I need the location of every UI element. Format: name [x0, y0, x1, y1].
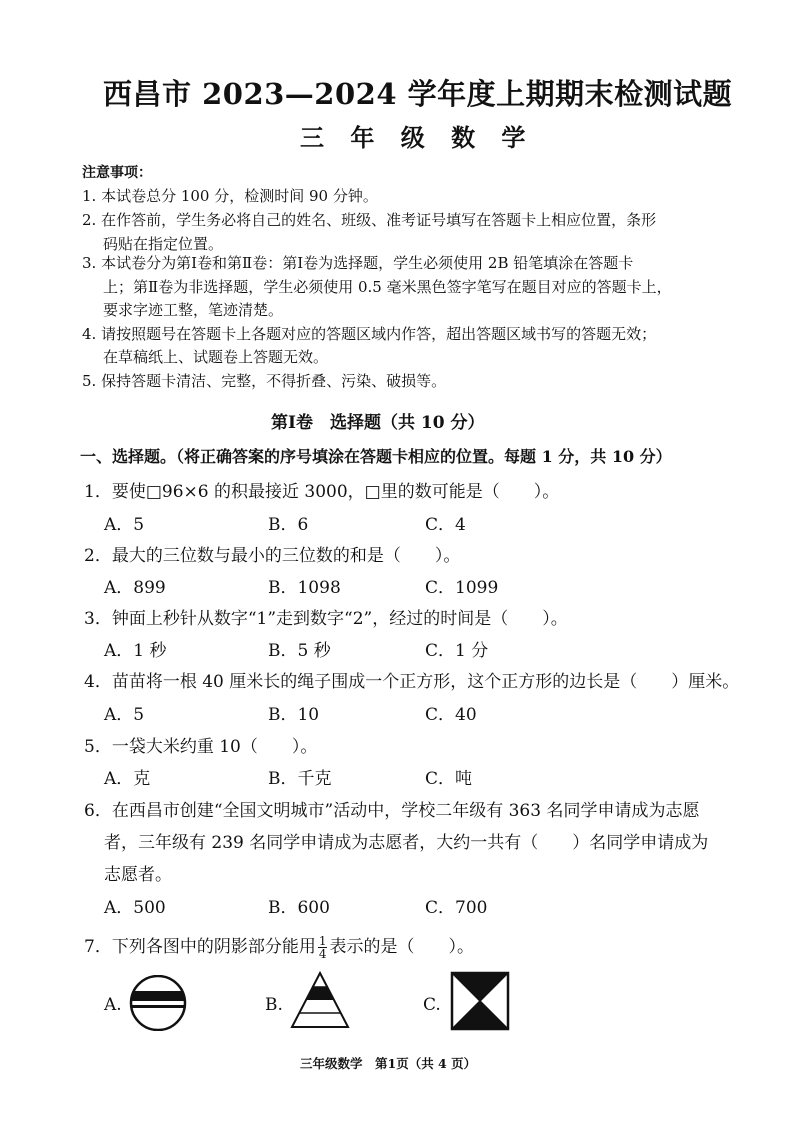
notice-line: 要求字迹工整，笔迹清楚。	[103, 301, 284, 319]
question-4-stem: 4．苗苗将一根 40 厘米长的绳子围成一个正方形，这个正方形的边长是（ ）厘米。	[84, 672, 740, 692]
notice-line: 上；第Ⅱ卷为非选择题，学生必须使用 0.5 毫米黑色签字笔写在题目对应的答题卡上，	[103, 278, 672, 296]
question-7-option-c: C.	[423, 995, 441, 1015]
question-1-option-a: A．5	[104, 515, 145, 535]
exam-title: 西昌市 2023—2024 学年度上期期末检测试题	[103, 77, 733, 111]
question-2-option-b: B．1098	[268, 578, 341, 598]
figure-c-square	[449, 970, 511, 1032]
figure-b-triangle	[290, 970, 350, 1030]
notice-line: 3. 本试卷分为第Ⅰ卷和第Ⅱ卷：第Ⅰ卷为选择题，学生必须使用 2B 铅笔填涂在答题卡	[82, 254, 634, 272]
question-2-stem: 2．最大的三位数与最小的三位数的和是（ ）。	[84, 546, 461, 566]
question-7-stem-prefix: 7．下列各图中的阴影部分能用	[84, 937, 316, 957]
question-3-stem: 3．钟面上秒针从数字“1”走到数字“2”，经过的时间是（ ）。	[84, 609, 568, 629]
figure-a-circle	[128, 975, 190, 1031]
question-5-stem: 5．一袋大米约重 10（ ）。	[84, 737, 318, 757]
question-2-option-c: C．1099	[425, 578, 499, 598]
question-6-stem-line: 志愿者。	[104, 865, 172, 885]
question-2-option-a: A．899	[104, 578, 166, 598]
page-footer: 三年级数学 第1页（共 4 页）	[300, 1056, 477, 1071]
notice-line: 4. 请按照题号在答题卡上各题对应的答题区域内作答，超出答题区域书写的答题无效；	[82, 325, 657, 343]
question-7-option-b: B.	[265, 995, 283, 1015]
part-heading: 第Ⅰ卷 选择题（共 10 分）	[271, 413, 485, 433]
question-5-option-a: A．克	[104, 769, 151, 789]
question-7-stem-suffix: 表示的是（ ）。	[329, 937, 474, 957]
fraction-numerator: 1	[318, 934, 327, 948]
notice-heading: 注意事项：	[82, 165, 152, 181]
question-7-stem	[84, 932, 474, 960]
question-4-option-a: A．5	[104, 705, 145, 725]
question-6-option-c: C．700	[425, 898, 488, 918]
question-1-stem: 1．要使□96×6 的积最接近 3000，□里的数可能是（ ）。	[84, 482, 560, 502]
fraction-denominator: 4	[318, 947, 327, 961]
question-5-option-b: B．千克	[268, 769, 332, 789]
notice-line: 2. 在作答前，学生务必将自己的姓名、班级、准考证号填写在答题卡上相应位置，条形	[82, 211, 657, 229]
question-6-option-a: A．500	[104, 898, 166, 918]
question-6-stem-line: 者，三年级有 239 名同学申请成为志愿者，大约一共有（ ）名同学申请成为	[104, 833, 709, 853]
question-5-option-c: C．吨	[425, 769, 473, 789]
exam-subtitle: 三 年 级 数 学	[300, 123, 535, 152]
notice-line: 5. 保持答题卡清洁、完整，不得折叠、污染、破损等。	[82, 372, 447, 390]
question-7-option-a: A.	[104, 995, 122, 1015]
question-3-option-a: A．1 秒	[104, 641, 167, 661]
notice-line: 码贴在指定位置。	[103, 235, 224, 253]
section-instruction: 一、选择题。（将正确答案的序号填涂在答题卡相应的位置。每题 1 分，共 10 分）	[80, 447, 672, 466]
question-3-option-b: B．5 秒	[268, 641, 331, 661]
question-4-option-c: C．40	[425, 705, 477, 725]
notice-line: 1. 本试卷总分 100 分，检测时间 90 分钟。	[82, 187, 378, 205]
question-4-option-b: B．10	[268, 705, 320, 725]
fraction	[318, 935, 328, 960]
question-1-option-c: C．4	[425, 515, 466, 535]
question-1-option-b: B．6	[268, 515, 309, 535]
question-3-option-c: C．1 分	[425, 641, 489, 661]
notice-line: 在草稿纸上、试题卷上答题无效。	[103, 348, 329, 366]
question-6-stem-line: 6．在西昌市创建“全国文明城市”活动中，学校二年级有 363 名同学申请成为志愿	[84, 801, 700, 821]
question-6-option-b: B．600	[268, 898, 330, 918]
